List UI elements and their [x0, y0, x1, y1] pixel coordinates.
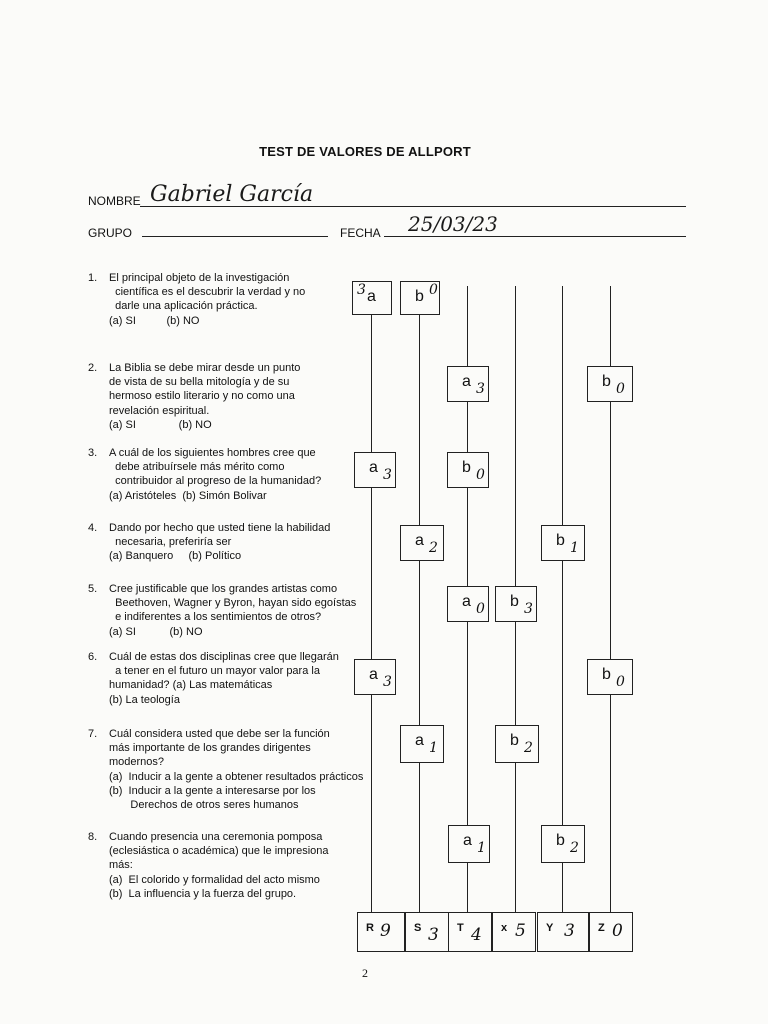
answer-box-q8b	[541, 825, 585, 863]
answer-box-q2b	[587, 366, 633, 402]
answer-score: 0	[616, 674, 625, 690]
question-text: A cuál de los siguientes hombres cree que debe atribuírsele más mérito como contribuidor al progreso de la humanidad? (a) Aristóteles (b) Simón Bolivar	[109, 447, 322, 502]
column-line-y	[562, 286, 563, 912]
answer-option: b	[556, 532, 565, 549]
question-text: El principal objeto de la investigación científica es el descubrir la verdad y no darle una aplicación práctica. (a) SI (b) NO	[109, 272, 306, 327]
answer-score: 3	[524, 601, 533, 617]
total-value: 5	[515, 921, 526, 941]
question-text: Cuál de estas dos disciplinas cree que llegarán a tener en el futuro un mayor valor para la humanidad? (a) Las matemáticas (b) La teología	[109, 651, 339, 706]
question-number: 7.	[88, 728, 98, 740]
question-number: 6.	[88, 651, 98, 663]
answer-box-q5b	[495, 586, 537, 622]
total-x	[492, 912, 536, 952]
total-key: T	[457, 922, 464, 934]
fecha-label: FECHA	[340, 226, 381, 240]
answer-box-q4a	[400, 525, 444, 561]
answer-option: a	[462, 593, 471, 610]
question-number: 8.	[88, 831, 98, 843]
question-text: La Biblia se debe mirar desde un punto de vista de su bella mitología y de su hermoso estilo literario y no como una revelación espiritual. (a) SI (b) NO	[109, 362, 301, 431]
grupo-line	[142, 236, 328, 237]
question-number: 2.	[88, 362, 98, 374]
answer-box-q1b	[400, 281, 440, 315]
total-key: x	[501, 922, 508, 934]
answer-box-q2a	[447, 366, 489, 402]
answer-box-q6b	[587, 659, 633, 695]
answer-option: a	[369, 666, 378, 683]
grupo-label: GRUPO	[88, 226, 133, 240]
answer-box-q5a	[447, 586, 489, 622]
answer-score: 2	[570, 840, 579, 856]
answer-score: 1	[477, 840, 486, 856]
total-s	[405, 912, 453, 952]
question-number: 1.	[88, 272, 98, 284]
answer-box-q6a	[354, 659, 396, 695]
total-key: R	[366, 922, 374, 934]
answer-option: a	[369, 459, 378, 476]
question-text: Cuando presencia una ceremonia pomposa (eclesiástica o académica) que le impresiona más: (a) El colorido y formalidad del acto mismo (b) La influencia y la fuerza del grupo.	[109, 831, 329, 900]
answer-score: 0	[476, 467, 485, 483]
answer-score: 1	[570, 540, 579, 556]
question-text: Cree justificable que los grandes artistas como Beethoven, Wagner y Byron, hayan sido egoístas e indiferentes a los sentimientos de otros? (a) SI (b) NO	[109, 583, 357, 638]
answer-score: 0	[429, 282, 438, 298]
answer-score: 0	[476, 601, 485, 617]
total-z	[589, 912, 633, 952]
nombre-value: Gabriel García	[150, 182, 314, 207]
answer-option: b	[415, 288, 424, 305]
total-value: 3	[428, 925, 439, 945]
column-line-s	[419, 286, 420, 912]
question-number: 3.	[88, 447, 98, 459]
answer-score: 2	[524, 740, 533, 756]
total-value: 0	[612, 921, 623, 941]
answer-option: b	[602, 373, 611, 390]
total-t	[448, 912, 492, 952]
answer-option: a	[462, 373, 471, 390]
answer-score: 2	[429, 540, 438, 556]
question-number: 5.	[88, 583, 98, 595]
answer-option: b	[556, 832, 565, 849]
column-line-r	[371, 286, 372, 912]
answer-box-q7a	[400, 725, 444, 763]
answer-score: 3	[476, 381, 485, 397]
answer-option: a	[415, 732, 424, 749]
answer-score: 1	[429, 740, 438, 756]
answer-option: b	[602, 666, 611, 683]
answer-box-q3b	[447, 452, 489, 488]
page-title: TEST DE VALORES DE ALLPORT	[259, 144, 471, 159]
total-r	[357, 912, 405, 952]
page-number: 2	[362, 966, 368, 980]
answer-box-q4b	[541, 525, 585, 561]
fecha-value: 25/03/23	[408, 212, 498, 236]
total-key: S	[414, 922, 422, 934]
total-value: 4	[471, 925, 482, 945]
nombre-label: NOMBRE	[88, 194, 141, 208]
answer-score: 3	[357, 282, 366, 298]
question-number: 4.	[88, 522, 98, 534]
total-value: 3	[564, 921, 575, 941]
question-text: Dando por hecho que usted tiene la habilidad necesaria, preferiría ser (a) Banquero (b) Político	[109, 522, 331, 563]
answer-box-q1a	[352, 281, 392, 315]
answer-score: 3	[383, 674, 392, 690]
total-key: Z	[598, 922, 605, 934]
answer-option: b	[510, 593, 519, 610]
answer-box-q7b	[495, 725, 539, 763]
total-y	[537, 912, 589, 952]
answer-box-q3a	[354, 452, 396, 488]
answer-option: b	[462, 459, 471, 476]
answer-option: b	[510, 732, 519, 749]
question-text: Cuál considera usted que debe ser la función más importante de los grandes dirigentes modernos? (a) Inducir a la gente a obtener resultados prácticos (b) Inducir a la gente a interesarse por los Derechos de otros seres humanos	[109, 728, 364, 812]
fecha-line	[384, 236, 686, 237]
answer-option: a	[463, 832, 472, 849]
answer-box-q8a	[448, 825, 490, 863]
answer-option: a	[415, 532, 424, 549]
answer-option: a	[367, 288, 376, 305]
answer-score: 0	[616, 381, 625, 397]
total-key: Y	[546, 922, 554, 934]
answer-score: 3	[383, 467, 392, 483]
total-value: 9	[380, 921, 391, 941]
